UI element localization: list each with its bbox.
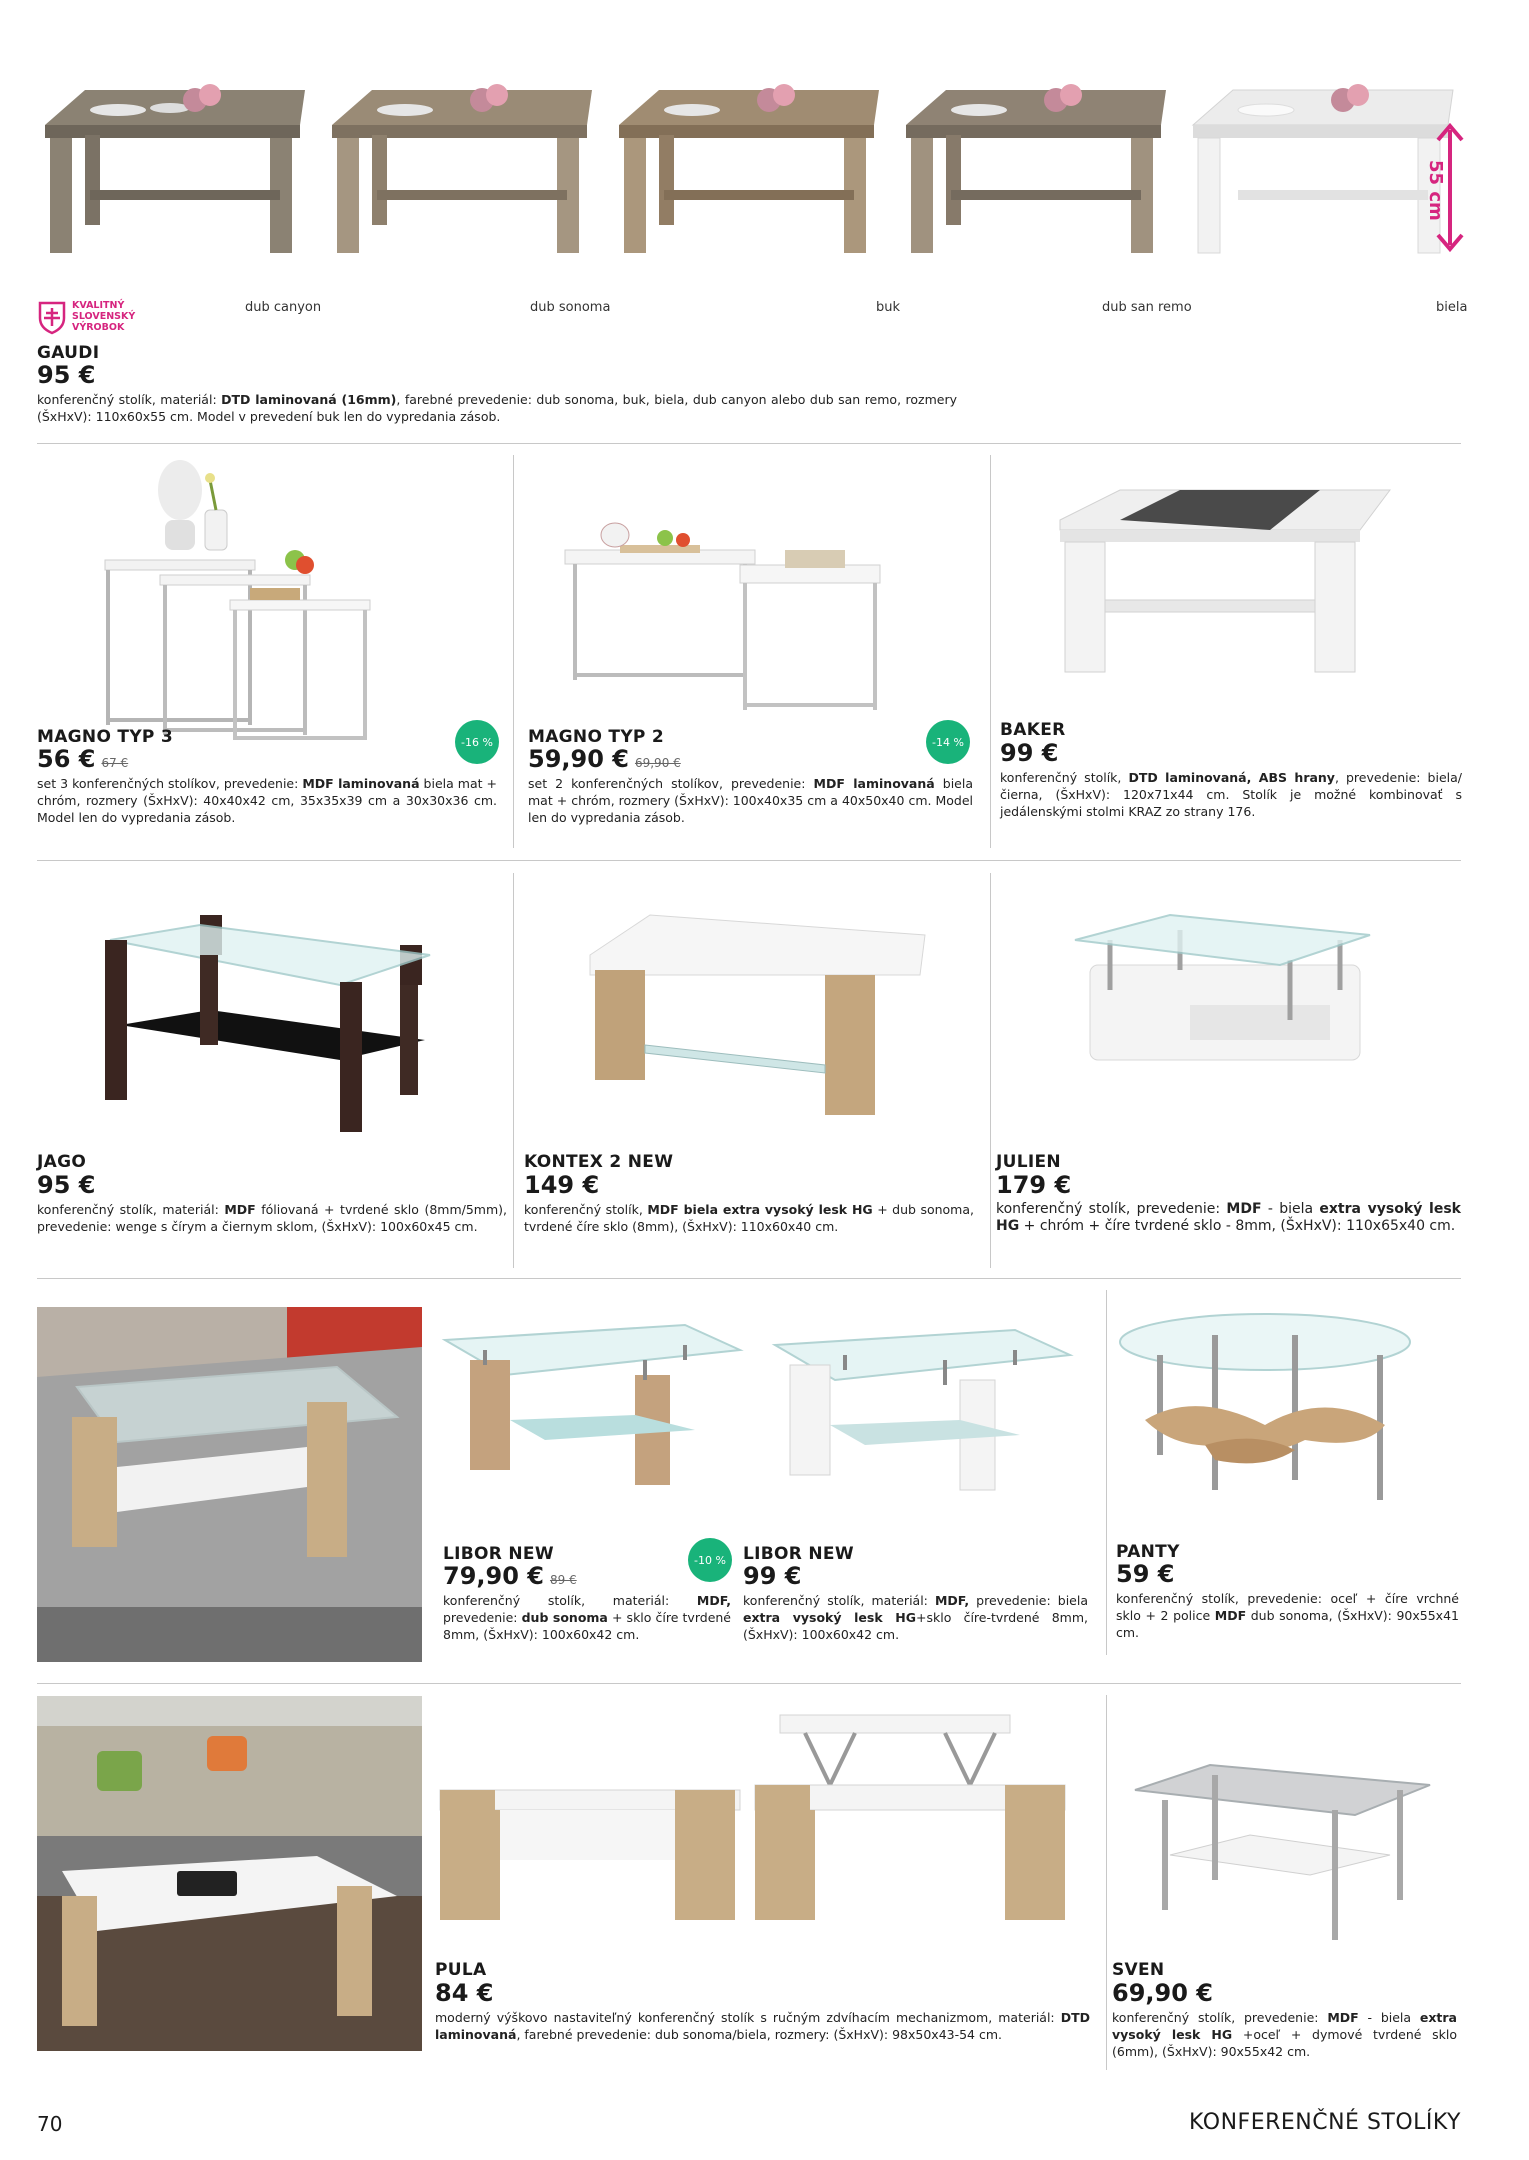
- page-number: 70: [37, 2112, 63, 2136]
- divider: [1106, 1695, 1107, 2070]
- julien-image: [1070, 910, 1380, 1080]
- product-price: 99 €: [1000, 739, 1059, 767]
- variant-label: dub sonoma: [530, 300, 611, 315]
- product-description: moderný výškovo nastaviteľný konferenčný stolík s ručným zdvíhacím mechanizmom, materiál: DTD laminovaná, farebné prevedenie: dub sonoma/biela, rozmery: (ŠxHxV): 98x50x43-54 cm.: [435, 2010, 1090, 2042]
- divider: [37, 443, 1461, 444]
- magno3-image: [90, 450, 450, 750]
- product-price: 179 €: [996, 1171, 1072, 1199]
- discount-badge: -16 %: [455, 720, 499, 764]
- product-description: konferenčný stolík, materiál: DTD laminovaná (16mm), farebné prevedenie: dub sonoma, buk, biela, dub canyon alebo dub san remo, rozmery (ŠxHxV): 110x60x55 cm. Model v prevedení buk len do vypredania zásob.: [37, 392, 957, 424]
- product-price: 59 €: [1116, 1560, 1175, 1588]
- product-name: KONTEX 2 NEW: [524, 1152, 674, 1172]
- product-price: [443, 1563, 577, 1593]
- current-price: 59,90 €: [528, 745, 629, 773]
- lamp-icon: [158, 460, 202, 550]
- product-price: [528, 746, 681, 776]
- pula-room-photo: [37, 1696, 422, 2051]
- product-description: konferenčný stolík, prevedenie: MDF - biela extra vysoký lesk HG + chróm + číre tvrdené sklo - 8mm, (ŠxHxV): 110x65x40 cm.: [996, 1201, 1461, 1234]
- gaudi-table-dub-san-remo: [906, 84, 1166, 253]
- product-name: PULA: [435, 1960, 487, 1980]
- vase-icon: [205, 473, 227, 550]
- product-description: konferenčný stolík, MDF biela extra vysoký lesk HG + dub sonoma, tvrdené číre sklo (8mm), (ŠxHxV): 110x60x40 cm.: [524, 1202, 974, 1234]
- divider: [37, 860, 1461, 861]
- gaudi-table-dub-canyon: [45, 84, 305, 253]
- product-name: MAGNO TYP 2: [528, 727, 665, 747]
- product-price: [37, 746, 128, 776]
- divider: [37, 1278, 1461, 1279]
- libor-white-image: [765, 1325, 1075, 1510]
- product-name: PANTY: [1116, 1542, 1180, 1562]
- variant-label: buk: [876, 300, 901, 315]
- variant-label: biela: [1436, 300, 1468, 315]
- product-name: GAUDI: [37, 343, 100, 363]
- divider: [990, 873, 991, 1268]
- product-name: LIBOR NEW: [443, 1544, 554, 1564]
- product-name: LIBOR NEW: [743, 1544, 854, 1564]
- quality-line: SLOVENSKÝ: [72, 311, 136, 322]
- baker-image: [1060, 490, 1390, 680]
- product-name: MAGNO TYP 3: [37, 727, 174, 747]
- height-label: 55 cm: [1425, 160, 1446, 221]
- product-description: konferenčný stolík, prevedenie: MDF - biela extra vysoký lesk HG +oceľ + dymové tvrdené sklo (6mm), (ŠxHxV): 90x55x42 cm.: [1112, 2010, 1457, 2059]
- divider: [513, 455, 514, 848]
- panty-image: [1115, 1310, 1425, 1510]
- pula-image: [435, 1715, 1095, 1935]
- product-description: konferenčný stolík, materiál: MDF fóliovaná + tvrdené sklo (8mm/5mm), prevedenie: wenge s čírym a čiernym sklom, (ŠxHxV): 100x60x45 cm.: [37, 1202, 508, 1234]
- quality-line: KVALITNÝ: [72, 300, 125, 311]
- quality-badge-icon: [37, 300, 67, 334]
- quality-badge-text: [72, 300, 135, 333]
- libor-room-photo: [37, 1307, 422, 1662]
- quality-line: VÝROBOK: [72, 322, 125, 333]
- kontex-image: [590, 915, 930, 1115]
- libor-sonoma-image: [435, 1320, 745, 1510]
- product-price: 149 €: [524, 1171, 600, 1199]
- divider: [990, 455, 991, 848]
- product-description: konferenčný stolík, materiál: MDF, prevedenie: dub sonoma + sklo číre tvrdené 8mm, (ŠxHxV): 100x60x42 cm.: [443, 1593, 731, 1642]
- jago-image: [100, 910, 460, 1130]
- discount-badge: -14 %: [926, 720, 970, 764]
- product-price: 69,90 €: [1112, 1979, 1213, 2007]
- product-description: set 3 konferenčných stolíkov, prevedenie: MDF laminovaná biela mat + chróm, rozmery (ŠxHxV): 40x40x42 cm, 35x35x39 cm a 30x30x36 cm. Model len do vypredania zásob.: [37, 776, 497, 825]
- product-description: konferenčný stolík, prevedenie: oceľ + číre vrchné sklo + 2 police MDF dub sonoma, (ŠxHxV): 90x55x41 cm.: [1116, 1591, 1459, 1640]
- variant-label: dub canyon: [245, 300, 322, 315]
- product-name: BAKER: [1000, 720, 1066, 740]
- divider: [37, 1683, 1461, 1684]
- magno2-image: [565, 510, 895, 720]
- gaudi-images: [0, 0, 1529, 300]
- old-price: 89 €: [549, 1573, 577, 1587]
- section-title: KONFERENČNÉ STOLÍKY: [1189, 2110, 1461, 2135]
- product-description: set 2 konferenčných stolíkov, prevedenie: MDF laminovaná biela mat + chróm, rozmery (ŠxHxV): 100x40x35 cm a 40x50x40 cm. Model len do vypredania zásob.: [528, 776, 973, 825]
- gaudi-table-biela: [1193, 84, 1453, 253]
- divider: [513, 873, 514, 1268]
- current-price: 56 €: [37, 745, 96, 773]
- current-price: 79,90 €: [443, 1562, 544, 1590]
- product-name: SVEN: [1112, 1960, 1165, 1980]
- variant-label: dub san remo: [1102, 300, 1192, 315]
- product-price: 99 €: [743, 1562, 802, 1590]
- product-name: JAGO: [37, 1152, 87, 1172]
- product-price: 95 €: [37, 1171, 96, 1199]
- product-name: JULIEN: [996, 1152, 1061, 1172]
- old-price: 69,90 €: [634, 756, 681, 770]
- gaudi-table-dub-sonoma: [332, 84, 592, 253]
- old-price: 67 €: [101, 756, 129, 770]
- product-description: konferenčný stolík, DTD laminovaná, ABS hrany, prevedenie: biela/čierna, (ŠxHxV): 120x71x44 cm. Stolík je možné kombinovať s jedálenskými stolmi KRAZ zo strany 176.: [1000, 770, 1462, 819]
- divider: [1106, 1290, 1107, 1655]
- product-price: 95 €: [37, 361, 96, 389]
- product-price: 84 €: [435, 1979, 494, 2007]
- product-description: konferenčný stolík, materiál: MDF, prevedenie: biela extra vysoký lesk HG+sklo číre-tvrdené 8mm, (ŠxHxV): 100x60x42 cm.: [743, 1593, 1088, 1642]
- gaudi-table-buk: [619, 84, 879, 253]
- discount-badge: -10 %: [688, 1538, 732, 1582]
- lift-top-table: [755, 1715, 1065, 1920]
- sven-image: [1130, 1760, 1430, 1950]
